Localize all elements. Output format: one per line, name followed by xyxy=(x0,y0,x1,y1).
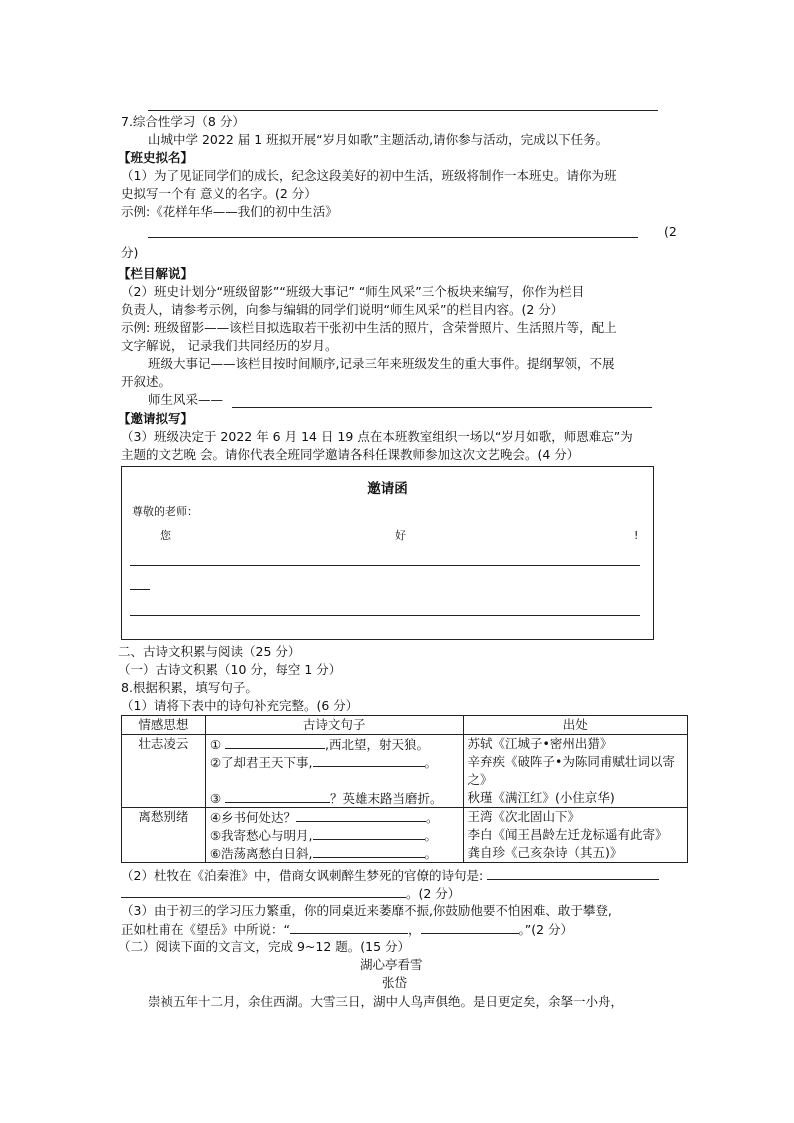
q7-title: 7.综合性学习（8 分） xyxy=(121,114,245,129)
emotion-cell: 壮志凌云 xyxy=(122,735,206,808)
invitation-greet-2: 好 xyxy=(395,529,406,542)
sec3-heading: 【邀请拟写】 xyxy=(118,411,194,426)
answer-blank[interactable] xyxy=(313,844,425,858)
part2-sub1: （一）古诗文积累（10 分，每空 1 分） xyxy=(118,662,342,677)
sentence-post: 。 xyxy=(424,846,438,861)
source-text: 王湾《次北固山下》 xyxy=(467,809,581,824)
sec2-example-line2: 文字解说， 记录我们共同经历的岁月。 xyxy=(121,338,338,353)
q8-3-pre: 正如杜甫在《望岳》中所说：“ xyxy=(121,922,290,937)
sec2-example2-line2: 开叙述。 xyxy=(121,374,172,389)
sentence-pre: ③ xyxy=(209,791,222,806)
q7-intro: 山城中学 2022 届 1 班拟开展“岁月如歌”主题活动,请你参与活动，完成以下任务。 xyxy=(148,132,609,147)
poem-table xyxy=(121,715,688,863)
header-emotion: 情感思想 xyxy=(122,716,206,735)
sec2-example-line1: 示例: 班级留影——该栏目拟选取若干张初中生活的照片，含荣誉照片、生活照片等，配上 xyxy=(121,320,617,335)
q8-2-end: 。(2 分） xyxy=(406,886,461,901)
answer-blank[interactable] xyxy=(225,789,330,803)
q8-title: 8.根据积累，填写句子。 xyxy=(121,680,258,695)
table-header-row xyxy=(122,716,688,735)
source-cell xyxy=(463,735,688,808)
invitation-line-2[interactable] xyxy=(130,589,150,590)
sentence-post: 。 xyxy=(424,755,438,770)
answer-line-top xyxy=(148,110,658,111)
answer-blank[interactable] xyxy=(487,866,659,880)
emotion-cell: 离愁别绪 xyxy=(122,808,206,863)
sec1-example: 示例:《花样年华——我们的初中生活》 xyxy=(121,204,338,219)
source-text: 龚自珍《己亥杂诗（其五)》 xyxy=(467,845,623,860)
sec1-question-line1: （1）为了见证同学们的成长，纪念这段美好的初中生活，班级将制作一本班史。请你为班 xyxy=(121,168,617,183)
passage-line1: 崇祯五年十二月，余住西湖。大雪三日，湖中人鸟声俱绝。是日更定矣，余拏一小舟， xyxy=(148,994,624,1009)
sec1-answer-line xyxy=(148,237,638,238)
invitation-line-3[interactable] xyxy=(130,615,640,616)
source-text: 李白《闻王昌龄左迁龙标遥有此寄》 xyxy=(467,827,668,842)
header-sentence: 古诗文句子 xyxy=(205,716,463,735)
sec2-question-line1: （2）班史计划分“班级留影”“班级大事记” “师生风采”三个板块来编写，你作为栏目 xyxy=(121,284,585,299)
sentence-post: 。 xyxy=(424,828,438,843)
sentence-pre: ②了却君王天下事, xyxy=(209,755,313,770)
sentence-post: 。 xyxy=(426,810,439,825)
sentence-cell xyxy=(205,735,463,808)
q8-2-line1 xyxy=(121,866,659,885)
answer-blank[interactable] xyxy=(225,735,325,749)
source-text: 秋瑾《满江红》(小住京华) xyxy=(467,790,615,805)
sec1-score-b: 分) xyxy=(121,245,139,260)
source-text: 辛弃疾《破阵子•为陈同甫赋壮词以寄之》 xyxy=(467,754,675,787)
sec2-heading: 【栏目解说】 xyxy=(118,266,194,281)
answer-blank[interactable] xyxy=(121,884,406,898)
sec2-example2-line1: 班级大事记——该栏目按时间顺序,记录三年来班级发生的重大事件。提纲挈领，不展 xyxy=(148,356,615,371)
sec2-answer-line[interactable] xyxy=(232,407,652,408)
q8-3-line2 xyxy=(121,920,573,939)
sec2-answer-label: 师生风采—— xyxy=(148,392,224,407)
header-source: 出处 xyxy=(463,716,688,735)
sentence-pre: ⑥浩荡离愁白日斜, xyxy=(209,846,313,861)
invitation-salutation: 尊敬的老师： xyxy=(132,505,198,518)
answer-blank[interactable] xyxy=(290,920,408,934)
table-row xyxy=(122,808,688,863)
sentence-pre: ⑤我寄愁心与明月, xyxy=(209,828,313,843)
invitation-greet-3: ! xyxy=(634,529,639,542)
source-cell xyxy=(463,808,688,863)
sentence-post: ？英雄末路当磨折。 xyxy=(330,791,443,806)
invitation-greet-1: 您 xyxy=(160,529,171,542)
q8-2-line2 xyxy=(121,884,460,903)
answer-blank[interactable] xyxy=(296,808,426,822)
answer-blank[interactable] xyxy=(313,753,425,767)
sentence-post: ,西北望，射天狼。 xyxy=(325,737,430,752)
sec3-question-line1: （3）班级决定于 2022 年 6 月 14 日 19 点在本班教室组织一场以“岁月如歌，师恩难忘”为 xyxy=(121,429,633,444)
part2-title: 二、古诗文积累与阅读（25 分） xyxy=(118,644,301,659)
sec2-question-line2: 负责人，请参考示例，向参与编辑的同学们说明“师生风采”的栏目内容。(2 分） xyxy=(121,302,564,317)
answer-blank[interactable] xyxy=(313,826,425,840)
invitation-line-1[interactable] xyxy=(130,565,640,566)
q8-1: （1）请将下表中的诗句补充完整。(6 分） xyxy=(121,698,359,713)
sec1-score-a: (2 xyxy=(664,224,677,239)
invitation-box xyxy=(121,466,654,640)
passage-author: 张岱 xyxy=(382,975,408,990)
sec1-heading: 【班史拟名】 xyxy=(118,150,194,165)
sec3-question-line2: 主题的文艺晚 会。请你代表全班同学邀请各科任课教师参加这次文艺晚会。(4 分） xyxy=(121,447,580,462)
table-row xyxy=(122,735,688,808)
part2-sub2: （二）阅读下面的文言文，完成 9~12 题。(15 分） xyxy=(118,939,411,954)
answer-blank[interactable] xyxy=(421,920,519,934)
invitation-title: 邀请函 xyxy=(367,481,408,497)
q8-3-mid: ， xyxy=(407,922,421,937)
q8-2-text: （2）杜牧在《泊秦淮》中，借商女讽刺醉生梦死的官僚的诗句是: xyxy=(121,868,484,883)
sentence-pre: ④乡书何处达？ xyxy=(209,810,297,825)
sec1-question-line2: 史拟写一个有 意义的名字。(2 分） xyxy=(121,186,317,201)
sentence-cell xyxy=(205,808,463,863)
q8-3-end: 。”(2 分） xyxy=(518,922,574,937)
source-text: 苏轼《江城子•密州出猎》 xyxy=(467,736,613,751)
sentence-pre: ① xyxy=(209,737,222,752)
q8-3-line1: （3）由于初三的学习压力繁重，你的同桌近来萎靡不振,你鼓励他要不怕困难、敢于攀登, xyxy=(121,903,612,918)
passage-title: 湖心亭看雪 xyxy=(360,957,423,972)
